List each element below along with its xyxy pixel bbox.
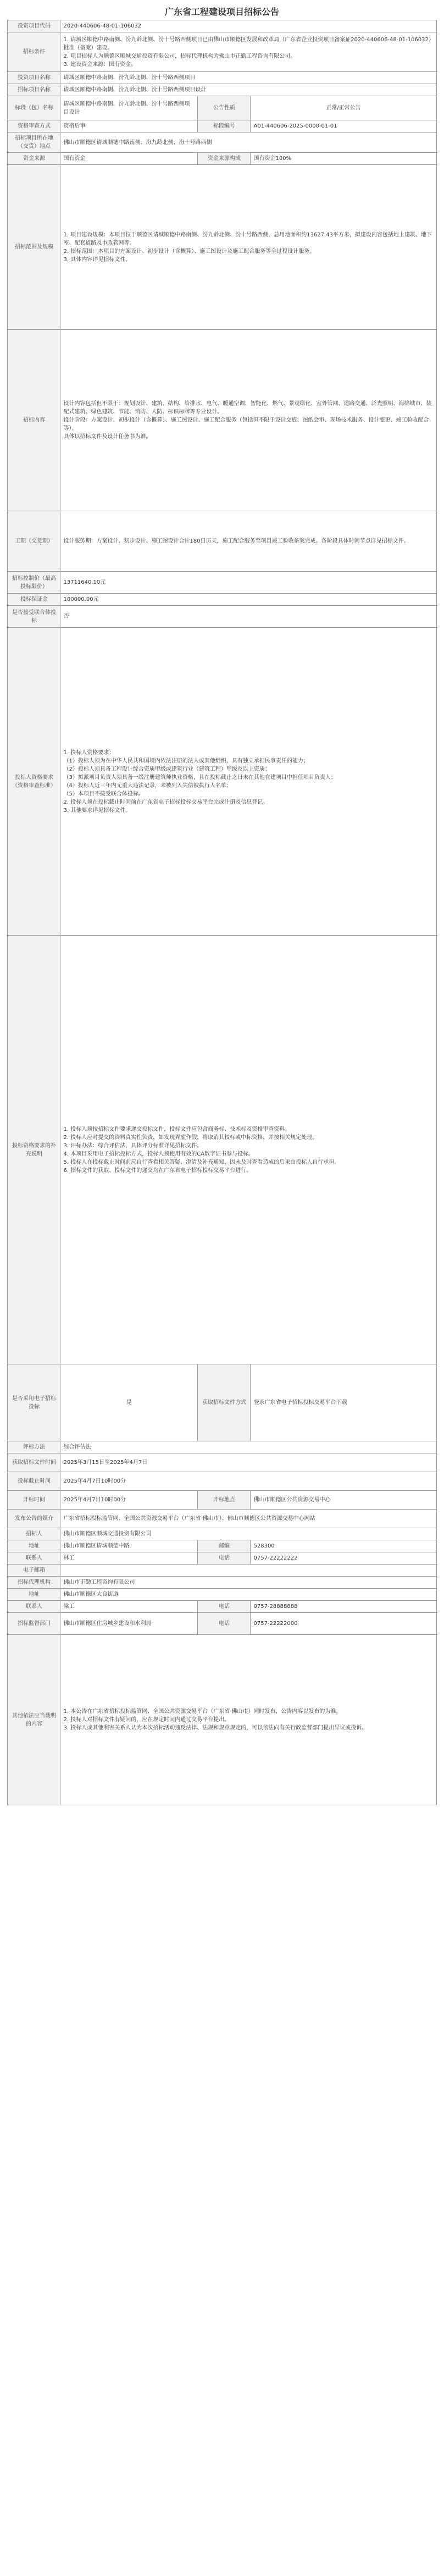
table-row — [8, 1552, 436, 1565]
tender-content: 设计内容包括但不限于：规划设计、建筑、结构、给排水、电气、暖通空调、智能化、燃气、景观绿化、室外管网、道路交通、泛光照明、海绵城市、装配式建筑、绿色建筑、节能、消防、人防、标识标牌等专业设计。 设计阶段：方案设计、初步设计（含概算）、施工图设计、施工配合服务（包括但不限于设计交底、图纸会审、现场技术服务、设计变更、竣工验收配合等）。 具体以招标文件及设计任务书为准。 — [60, 330, 436, 511]
agent-contact: 梁工 — [60, 1601, 198, 1613]
field-label: 招标项目所在地（交货）地点 — [8, 132, 60, 153]
page-title: 广东省工程建设项目招标公告 — [164, 7, 279, 17]
field-label: 招标范围及规模 — [8, 165, 60, 330]
evaluation-method: 综合评估法 — [60, 1441, 436, 1453]
max-price: 13711640.10元 — [60, 572, 436, 594]
bid-deadline: 2025年4月7日10时00分 — [60, 1472, 436, 1491]
supervisor-phone: 0757-22222000 — [251, 1613, 436, 1635]
table-row — [8, 936, 436, 1364]
field-label: 地址 — [8, 1540, 60, 1552]
field-label: 投标资格要求的补充说明 — [8, 936, 60, 1364]
table-row — [8, 20, 436, 32]
field-label: 招标项目名称 — [8, 84, 60, 96]
table-row — [8, 594, 436, 606]
table-row — [8, 1565, 436, 1577]
field-label: 地址 — [8, 1589, 60, 1601]
table-row — [8, 1577, 436, 1589]
agent-address: 佛山市顺德区大良街道 — [60, 1589, 436, 1601]
tenderer-phone: 0757-22222222 — [251, 1552, 436, 1565]
field-label: 招标内容 — [8, 330, 60, 511]
section-number: A01-440606-2025-0000-01-01 — [251, 120, 436, 132]
project-location: 佛山市顺德区请城顺德中路南侧、汾九龄北侧、汾十号路西侧 — [60, 132, 436, 153]
table-row — [8, 1601, 436, 1613]
field-label: 获取招标文件方式 — [198, 1364, 251, 1441]
fund-ratio: 国有资金100% — [251, 153, 436, 165]
table-row — [8, 132, 436, 153]
field-label: 邮编 — [198, 1540, 251, 1552]
table-row — [8, 1528, 436, 1540]
opening-place: 佛山市顺德区公共资源交易中心 — [251, 1491, 436, 1510]
notice-page — [4, 0, 440, 1805]
tender-name: 请城区顺德中路南侧、汾九龄北侧、汾十号路西侧项目设计 — [60, 84, 436, 96]
field-label: 招标监督部门 — [8, 1613, 60, 1635]
table-row — [8, 1364, 436, 1441]
field-label: 公告性质 — [198, 96, 251, 120]
field-label: 资金来源 — [8, 153, 60, 165]
tenderer-email — [60, 1565, 436, 1577]
table-row — [8, 511, 436, 572]
field-label: 获取招标文件时间 — [8, 1453, 60, 1472]
table-row — [8, 1491, 436, 1510]
table-row — [8, 32, 436, 72]
qualification-requirements: 1. 投标人资格要求： （1）投标人须为在中华人民共和国境内依法注册的法人或其他组织，具有独立承担民事责任的能力； （2）投标人须具备工程设计综合资质甲级或建筑行业（建筑工程）甲级及以上资质； （3）拟派项目负责人须具备一级注册建筑师执业资格，且在投标截止之日未在其他在建项目中担任项目负责人； （4）投标人近三年内无重大违法记录，未被列入失信被执行人名单； （5）本项目不接受联合体投标。 2. 投标人须在投标截止时间前在广东省电子招标投标交易平台完成注册及信息登记。 3. 其他要求详见招标文件。 — [60, 628, 436, 936]
electronic-bidding: 是 — [60, 1364, 198, 1441]
doc-access-method: 登录广东省电子招标投标交易平台下载 — [251, 1364, 436, 1441]
field-label: 资金来源构成 — [198, 153, 251, 165]
field-label: 电话 — [198, 1552, 251, 1565]
fund-source: 国有资金 — [60, 153, 198, 165]
table-row — [8, 120, 436, 132]
agent-phone: 0757-28888888 — [251, 1601, 436, 1613]
notice-type: 正常/正常公告 — [251, 96, 436, 120]
tenderer-contact: 林工 — [60, 1552, 198, 1565]
table-row — [8, 84, 436, 96]
bid-deposit: 100000.00元 — [60, 594, 436, 606]
tenderer-name: 佛山市顺德区顺城交通投资有限公司 — [60, 1528, 436, 1540]
table-row — [8, 1453, 436, 1472]
doc-access-time: 2025年3月15日至2025年4月7日 — [60, 1453, 436, 1472]
opening-time: 2025年4月7日10时00分 — [60, 1491, 198, 1510]
field-label: 开标地点 — [198, 1491, 251, 1510]
table-row — [8, 165, 436, 330]
table-row — [8, 1441, 436, 1453]
other-notes: 1. 本公告在广东省招标投标监管网、全国公共资源交易平台（广东省·佛山市）同时发布，公告内容以发布的为准。 2. 投标人对招标文件有疑问的，应在规定时间内通过交易平台提出。 3. 投标人或其他利害关系人认为本次招标活动违反法律、法规和规章规定的，可以依法向有关行政监督部门提出异议或投诉。 — [60, 1635, 436, 1805]
table-row — [8, 572, 436, 594]
field-label: 招标条件 — [8, 32, 60, 72]
table-row — [8, 72, 436, 84]
field-label: 投标截止时间 — [8, 1472, 60, 1491]
field-label: 标段编号 — [198, 120, 251, 132]
field-label: 其他依法应当载明的内容 — [8, 1635, 60, 1805]
table-row — [8, 1613, 436, 1635]
field-label: 是否采用电子招标投标 — [8, 1364, 60, 1441]
table-row — [8, 1510, 436, 1528]
project-name: 请城区顺德中路南侧、汾九龄北侧、汾十号路西侧项目 — [60, 72, 436, 84]
notice-table — [7, 20, 436, 1805]
tenderer-zip: 528300 — [251, 1540, 436, 1552]
field-label: 工期（交货期） — [8, 511, 60, 572]
table-row — [8, 153, 436, 165]
field-label: 联系人 — [8, 1552, 60, 1565]
section-name: 请城区顺德中路南侧、汾九龄北侧、汾十号路西侧项目设计 — [60, 96, 198, 120]
tender-scope: 1. 项目建设规模：本项目位于顺德区请城顺德中路南侧、汾九龄北侧、汾十号路西侧，总用地面积约13627.43平方米，拟建设内容包括地上建筑、地下室、配套道路及市政管网等。 2. 招标范围：本项目的方案设计、初步设计（含概算）、施工图设计及施工配合服务等全过程设计服务。 3. 具体内容详见招标文件。 — [60, 165, 436, 330]
publish-media: 广东省招标投标监管网、全国公共资源交易平台（广东省·佛山市）、佛山市顺德区公共资源交易中心网站 — [60, 1510, 436, 1528]
field-label: 开标时间 — [8, 1491, 60, 1510]
field-label: 招标代理机构 — [8, 1577, 60, 1589]
tender-condition: 1. 请城区顺德中路南侧、汾九龄北侧、汾十号路西侧项目已由佛山市顺德区发展和改革局（广东省企业投资项目备案证2020-440606-48-01-106032）批准（备案）建设。 2. 项目招标人为顺德区顺城交通投资有限公司，招标代理机构为佛山市正勤工程咨询有限公司。 3. 建设资金来源：国有资金。 — [60, 32, 436, 72]
field-label: 招标人 — [8, 1528, 60, 1540]
field-label: 联系人 — [8, 1601, 60, 1613]
field-label: 投标保证金 — [8, 594, 60, 606]
field-label: 投标人资格要求（资格审查标准） — [8, 628, 60, 936]
consortium-allowed: 否 — [60, 606, 436, 628]
field-label: 电话 — [198, 1613, 251, 1635]
field-label: 招标控制价（最高投标限价） — [8, 572, 60, 594]
field-label: 是否接受联合体投标 — [8, 606, 60, 628]
field-label: 标段（包）名称 — [8, 96, 60, 120]
table-row — [8, 628, 436, 936]
field-label: 电子邮箱 — [8, 1565, 60, 1577]
table-row — [8, 330, 436, 511]
table-row — [8, 96, 436, 120]
check-method: 资格后审 — [60, 120, 198, 132]
field-label: 电话 — [198, 1601, 251, 1613]
field-label: 发布公告的媒介 — [8, 1510, 60, 1528]
field-label: 投资项目代码 — [8, 20, 60, 32]
table-row — [8, 1540, 436, 1552]
project-code: 2020-440606-48-01-106032 — [60, 20, 436, 32]
field-label: 评标方法 — [8, 1441, 60, 1453]
table-row — [8, 1472, 436, 1491]
tenderer-address: 佛山市顺德区请城顺德中路 — [60, 1540, 198, 1552]
field-label: 投资项目名称 — [8, 72, 60, 84]
agent-name: 佛山市正勤工程咨询有限公司 — [60, 1577, 436, 1589]
supervisor-name: 佛山市顺德区住房城乡建设和水利局 — [60, 1613, 198, 1635]
field-label: 资格审查方式 — [8, 120, 60, 132]
table-row — [8, 1589, 436, 1601]
table-row — [8, 606, 436, 628]
table-row — [8, 1635, 436, 1805]
service-period: 设计服务期：方案设计、初步设计、施工图设计合计180日历天，施工配合服务至项目竣工验收备案完成。各阶段具体时间节点详见招标文件。 — [60, 511, 436, 572]
qualification-supplement: 1. 投标人须按招标文件要求递交投标文件，投标文件应包含商务标、技术标及资格审查资料。 2. 投标人应对提交的资料真实性负责，如发现弄虚作假，将取消其投标或中标资格，并按相关规定处理。 3. 评标办法：综合评估法，具体评分标准详见招标文件。 4. 本项目采用电子招标投标方式，投标人须使用有效的CA数字证书参与投标。 5. 投标人在投标截止时间前应自行查看相关答疑、澄清及补充通知，因未及时查看造成的后果由投标人自行承担。 6. 招标文件的获取、投标文件的递交均在广东省电子招标投标交易平台进行。 — [60, 936, 436, 1364]
